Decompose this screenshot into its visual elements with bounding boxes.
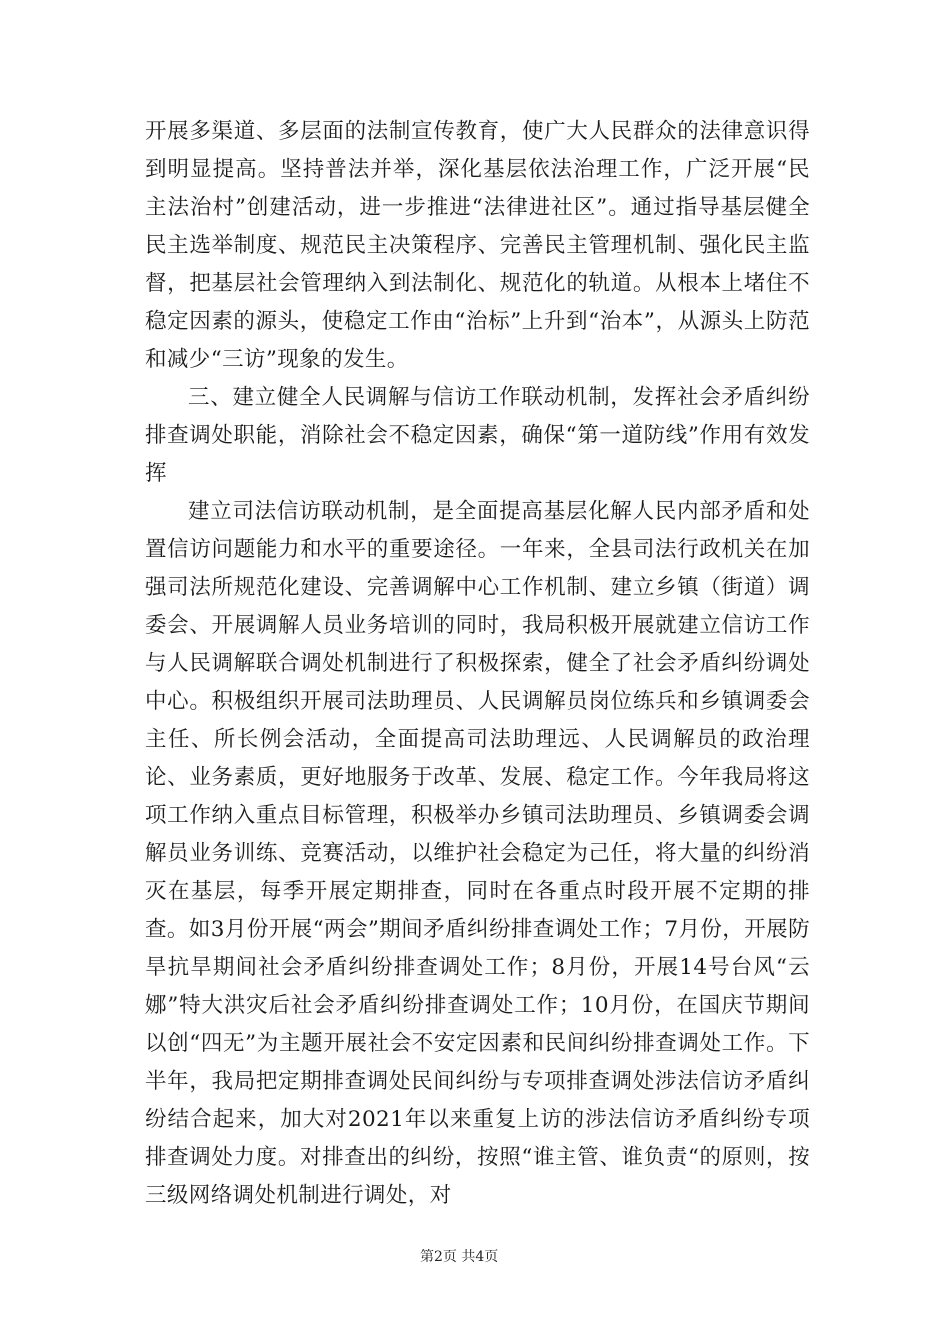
document-body [145, 113, 810, 1215]
paragraph-legal-education: 开展多渠道、多层面的法制宣传教育，使广大人民群众的法律意识得到明显提高。坚持普法并举，深化基层依法治理工作，广泛开展“民主法治村”创建活动，进一步推进“法律进社区”。通过指导基层健全民主选举制度、规范民主决策程序、完善民主管理机制、强化民主监督，把基层社会管理纳入到法制化、规范化的轨道。从根本上堵住不稳定因素的源头，使稳定工作由“治标”上升到“治本”，从源头上防范和减少“三访”现象的发生。 [145, 119, 810, 372]
page-number-footer: 第2页 共4页 [420, 1249, 499, 1265]
section-heading-three: 三、建立健全人民调解与信访工作联动机制，发挥社会矛盾纠纷排查调处职能，消除社会不稳定因素，确保“第一道防线”作用有效发挥 [145, 385, 810, 486]
paragraph-linkage-mechanism: 建立司法信访联动机制，是全面提高基层化解人民内部矛盾和处置信访问题能力和水平的重要途径。一年来，全县司法行政机关在加强司法所规范化建设、完善调解中心工作机制、建立乡镇（街道）调委会、开展调解人员业务培训的同时，我局积极开展就建立信访工作与人民调解联合调处机制进行了积极探索，健全了社会矛盾纠纷调处中心。积极组织开展司法助理员、人民调解员岗位练兵和乡镇调委会主任、所长例会活动，全面提高司法助理远、人民调解员的政治理论、业务素质，更好地服务于改革、发展、稳定工作。今年我局将这项工作纳入重点目标管理，积极举办乡镇司法助理员、乡镇调委会调解员业务训练、竞赛活动，以维护社会稳定为己任，将大量的纠纷消灭在基层，每季开展定期排查，同时在各重点时段开展不定期的排查。如3月份开展“两会”期间矛盾纠纷排查调处工作；7月份，开展防旱抗旱期间社会矛盾纠纷排查调处工作；8月份，开展14号台风“云娜”特大洪灾后社会矛盾纠纷排查调处工作；10月份，在国庆节期间以创“四无”为主题开展社会不安定因素和民间纠纷排查调处工作。下半年，我局把定期排查调处民间纠纷与专项排查调处涉法信访矛盾纠纷结合起来，加大对2021年以来重复上访的涉法信访矛盾纠纷专项排查调处力度。对排查出的纠纷，按照“谁主管、谁负责“的原则，按三级网络调处机制进行调处，对 [145, 499, 810, 1208]
